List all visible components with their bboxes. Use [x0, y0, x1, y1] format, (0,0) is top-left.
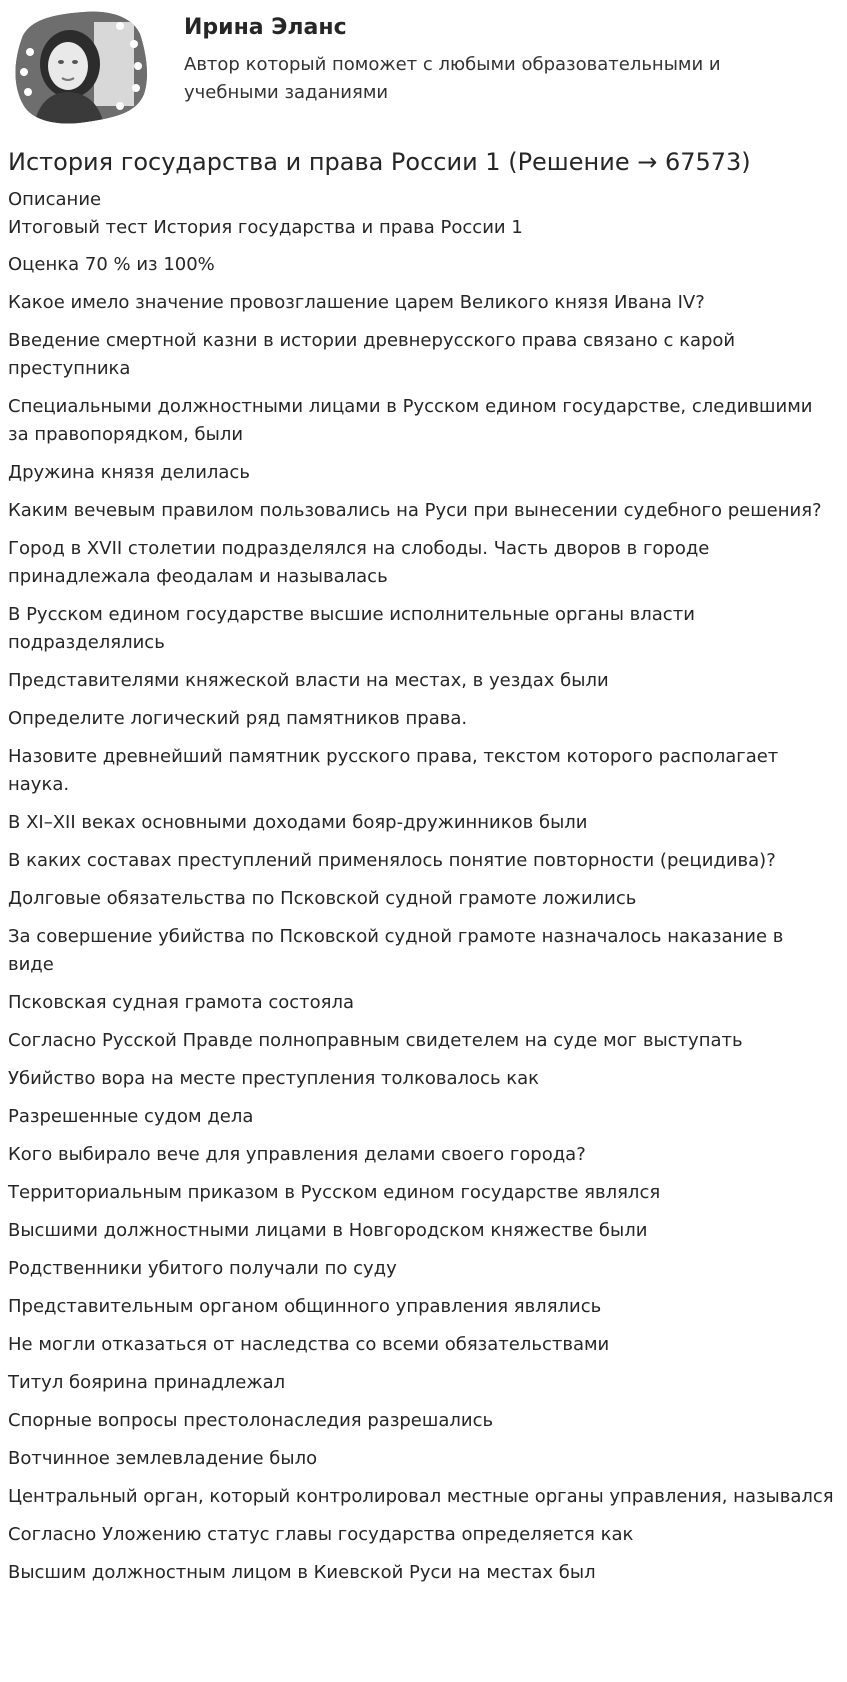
document-body: [8, 186, 834, 1587]
question-item: Представительным органом общинного управления являлись: [8, 1296, 602, 1317]
question-item: Высшим должностным лицом в Киевской Руси на местах был: [8, 1562, 596, 1583]
question-item: Не могли отказаться от наследства со всеми обязательствами: [8, 1334, 610, 1355]
question-item: Согласно Уложению статус главы государства определяется как: [8, 1524, 634, 1545]
question-item: Убийство вора на месте преступления толковалось как: [8, 1068, 540, 1089]
question-item: Каким вечевым правилом пользовались на Руси при вынесении судебного решения?: [8, 500, 822, 521]
question-item: Определите логический ряд памятников права.: [8, 708, 468, 729]
author-avatar[interactable]: [8, 8, 152, 126]
question-item: Псковская судная грамота состояла: [8, 992, 355, 1013]
page-title: История государства и права России 1 (Решение → 67573): [8, 148, 751, 176]
question-item: Кого выбирало вече для управления делами своего города?: [8, 1144, 586, 1165]
question-item: В каких составах преступлений применялось понятие повторности (рецидива)?: [8, 850, 776, 871]
question-item: Какое имело значение провозглашение царем Великого князя Ивана IV?: [8, 292, 705, 313]
question-item: Высшими должностными лицами в Новгородском княжестве были: [8, 1220, 648, 1241]
question-item: Город в XVII столетии подразделялся на слободы. Часть дворов в городе принадлежала феодалам и называлась: [8, 538, 710, 587]
author-card: [8, 8, 839, 128]
question-list: [8, 289, 834, 1587]
question-item: Территориальным приказом в Русском едином государстве являлся: [8, 1182, 661, 1203]
question-item: В XI–XII веках основными доходами бояр-дружинников были: [8, 812, 588, 833]
question-item: Дружина князя делилась: [8, 462, 250, 483]
question-item: Разрешенные судом дела: [8, 1106, 254, 1127]
question-item: Представителями княжеской власти на местах, в уездах были: [8, 670, 609, 691]
author-name[interactable]: Ирина Эланс: [184, 15, 347, 40]
question-item: Вотчинное землевладение было: [8, 1448, 318, 1469]
question-item: Родственники убитого получали по суду: [8, 1258, 397, 1279]
question-item: Титул боярина принадлежал: [8, 1372, 286, 1393]
question-item: Спорные вопросы престолонаследия разрешались: [8, 1410, 494, 1431]
question-item: За совершение убийства по Псковской судной грамоте назначалось наказание в виде: [8, 926, 784, 975]
question-item: Центральный орган, который контролировал местные органы управления, назывался: [8, 1486, 834, 1507]
question-item: Назовите древнейший памятник русского права, текстом которого располагает наука.: [8, 746, 779, 795]
question-item: В Русском едином государстве высшие исполнительные органы власти подразделялись: [8, 604, 695, 653]
question-item: Специальными должностными лицами в Русском едином государстве, следившими за правопорядком, были: [8, 396, 813, 445]
description-label: Описание: [8, 189, 102, 210]
question-item: Согласно Русской Правде полноправным свидетелем на суде мог выступать: [8, 1030, 743, 1051]
author-description: Автор который поможет с любыми образовательными и учебными заданиями: [184, 54, 721, 103]
description-text: Итоговый тест История государства и права России 1: [8, 217, 523, 238]
question-item: Долговые обязательства по Псковской судной грамоте ложились: [8, 888, 637, 909]
question-item: Введение смертной казни в истории древнерусского права связано с карой преступника: [8, 330, 736, 379]
grade-text: Оценка 70 % из 100%: [8, 254, 215, 275]
